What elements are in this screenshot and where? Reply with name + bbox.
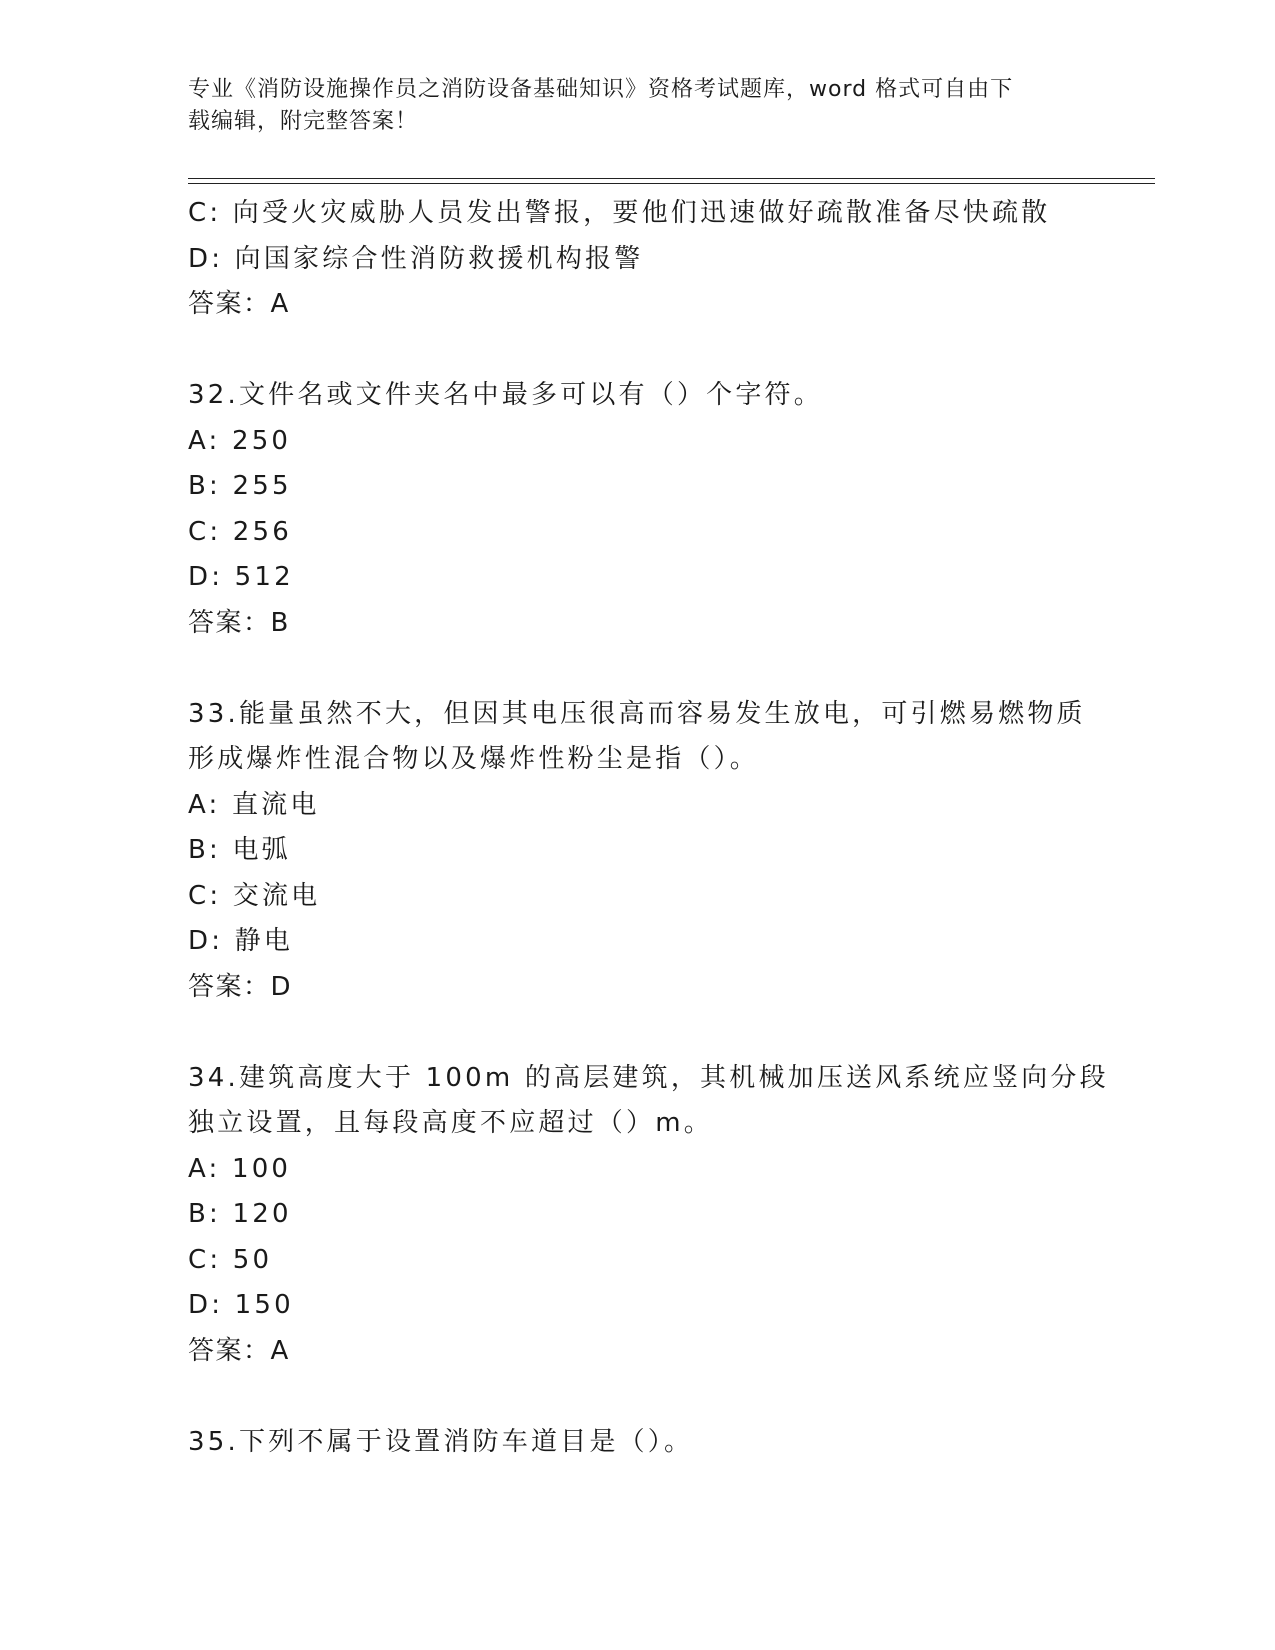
option-d: D: 150	[188, 1290, 294, 1320]
option-a: A: 250	[188, 425, 292, 456]
header-divider-top	[188, 178, 1155, 179]
question-stem-continued: 独立设置，且每段高度不应超过（）m。	[188, 1108, 713, 1138]
option-d: D: 向国家综合性消防救援机构报警	[188, 243, 644, 274]
answer-line: 答案：A	[188, 1335, 290, 1366]
question-32	[188, 373, 1148, 646]
question-33	[188, 692, 1148, 1011]
header-line-1: 专业《消防设施操作员之消防设备基础知识》资格考试题库，word 格式可自由下	[188, 77, 1014, 102]
question-stem: 34.建筑高度大于 100m 的高层建筑，其机械加压送风系统应竖向分段	[188, 1062, 1109, 1093]
question-stem-continued: 形成爆炸性混合物以及爆炸性粉尘是指（）。	[188, 744, 760, 774]
question-stem: 33.能量虽然不大，但因其电压很高而容易发生放电，可引燃易燃物质	[188, 698, 1086, 729]
answer-line: 答案：B	[188, 607, 290, 638]
question-34	[188, 1056, 1148, 1375]
option-c: C: 256	[188, 516, 293, 547]
spacer	[188, 646, 1148, 692]
option-b: B: 120	[188, 1199, 292, 1229]
option-c: C: 50	[188, 1244, 273, 1275]
question-stem: 35.下列不属于设置消防车道目是（）。	[188, 1426, 694, 1457]
header-line-2: 载编辑，附完整答案！	[188, 109, 419, 134]
answer-line: 答案：A	[188, 289, 290, 319]
option-b: B: 电弧	[188, 835, 291, 865]
option-a: A: 直流电	[188, 789, 320, 820]
document-header	[188, 74, 1088, 138]
question-31-tail	[188, 191, 1148, 328]
spacer	[188, 328, 1148, 374]
question-stem: 32.文件名或文件夹名中最多可以有（）个字符。	[188, 380, 823, 410]
option-b: B: 255	[188, 471, 292, 501]
answer-line: 答案：D	[188, 971, 293, 1002]
spacer	[188, 1010, 1148, 1056]
option-d: D: 静电	[188, 926, 294, 956]
header-divider-bottom	[188, 183, 1155, 184]
question-35	[188, 1420, 1148, 1466]
option-c: C: 向受火灾威胁人员发出警报，要他们迅速做好疏散准备尽快疏散	[188, 198, 1051, 228]
question-list	[188, 191, 1148, 1465]
spacer	[188, 1374, 1148, 1420]
option-a: A: 100	[188, 1153, 292, 1184]
option-d: D: 512	[188, 562, 294, 592]
option-c: C: 交流电	[188, 880, 321, 911]
